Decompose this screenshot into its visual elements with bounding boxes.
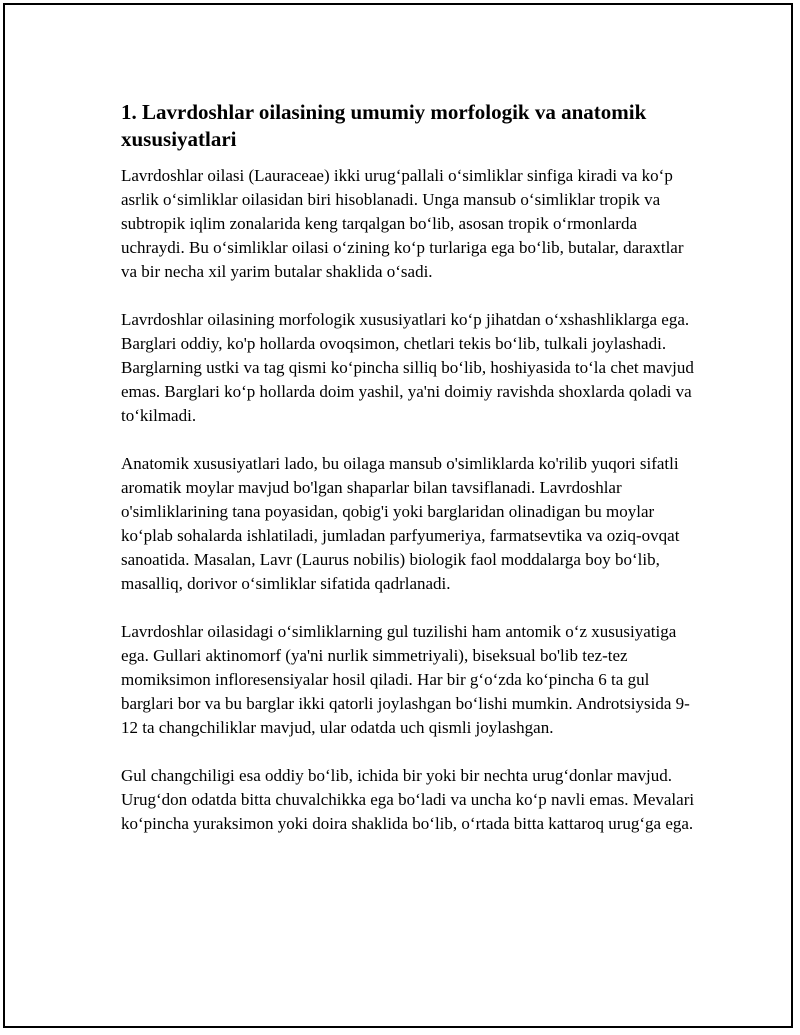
document-body <box>121 99 701 860</box>
document-page <box>3 3 793 1028</box>
paragraph-intro: Lavrdoshlar oilasi (Lauraceae) ikki urug‘pallali o‘simliklar sinfiga kiradi va ko‘p asrlik o‘simliklar oilasidan biri hisoblanadi. Unga mansub o‘simliklar tropik va subtropik iqlim zonalarida keng tarqalgan bo‘lib, asosan tropik o‘rmonlarda uchraydi. Bu o‘simliklar oilasi o‘zining ko‘p turlariga ega bo‘lib, butalar, daraxtlar va bir necha xil yarim butalar shaklida o‘sadi. <box>121 166 684 281</box>
paragraph-morphology: Lavrdoshlar oilasining morfologik xususiyatlari ko‘p jihatdan o‘xshashliklarga ega. Barglari oddiy, ko'p hollarda ovoqsimon, chetlari tekis bo‘lib, tulkali joylashadi. Barglarning ustki va tag qismi ko‘pincha silliq bo‘lib, hoshiyasida to‘la chet mavjud emas. Barglari ko‘p hollarda doim yashil, ya'ni doimiy ravishda shoxlarda qoladi va to‘kilmadi. <box>121 310 694 425</box>
paragraph-anatomy: Anatomik xususiyatlari lado, bu oilaga mansub o'simliklarda ko'rilib yuqori sifatli aromatik moylar mavjud bo'lgan shaparlar bilan tavsiflanadi. Lavrdoshlar o'simliklarining tana poyasidan, qobig'i yoki barglaridan olinadigan bu moylar ko‘plab sohalarda ishlatiladi, jumladan parfyumeriya, farmatsevtika va oziq-ovqat sanoatida. Masalan, Lavr (Laurus nobilis) biologik faol moddalarga boy bo‘lib, masalliq, dorivor o‘simliklar sifatida qadrlanadi. <box>121 454 680 593</box>
paragraph-flower-structure: Lavrdoshlar oilasidagi o‘simliklarning gul tuzilishi ham antomik o‘z xususiyatiga ega. Gullari aktinomorf (ya'ni nurlik simmetriyali), biseksual bo'lib tez-tez momiksimon infloresensiyalar hosil qiladi. Har bir g‘o‘zda ko‘pincha 6 ta gul barglari bor va bu barglar ikki qatorli joylashgan bo‘lishi mumkin. Androtsiysida 9-12 ta changchiliklar mavjud, ular odatda uch qismli joylashgan. <box>121 622 690 737</box>
section-heading: 1. Lavrdoshlar oilasining umumiy morfologik va anatomik xususiyatlari <box>121 100 647 151</box>
paragraph-fruit: Gul changchiligi esa oddiy bo‘lib, ichida bir yoki bir nechta urug‘donlar mavjud. Urug‘don odatda bitta chuvalchikka ega bo‘ladi va uncha ko‘p navli emas. Mevalari ko‘pincha yuraksimon yoki doira shaklida bo‘lib, o‘rtada bitta kattaroq urug‘ga ega. <box>121 766 695 833</box>
